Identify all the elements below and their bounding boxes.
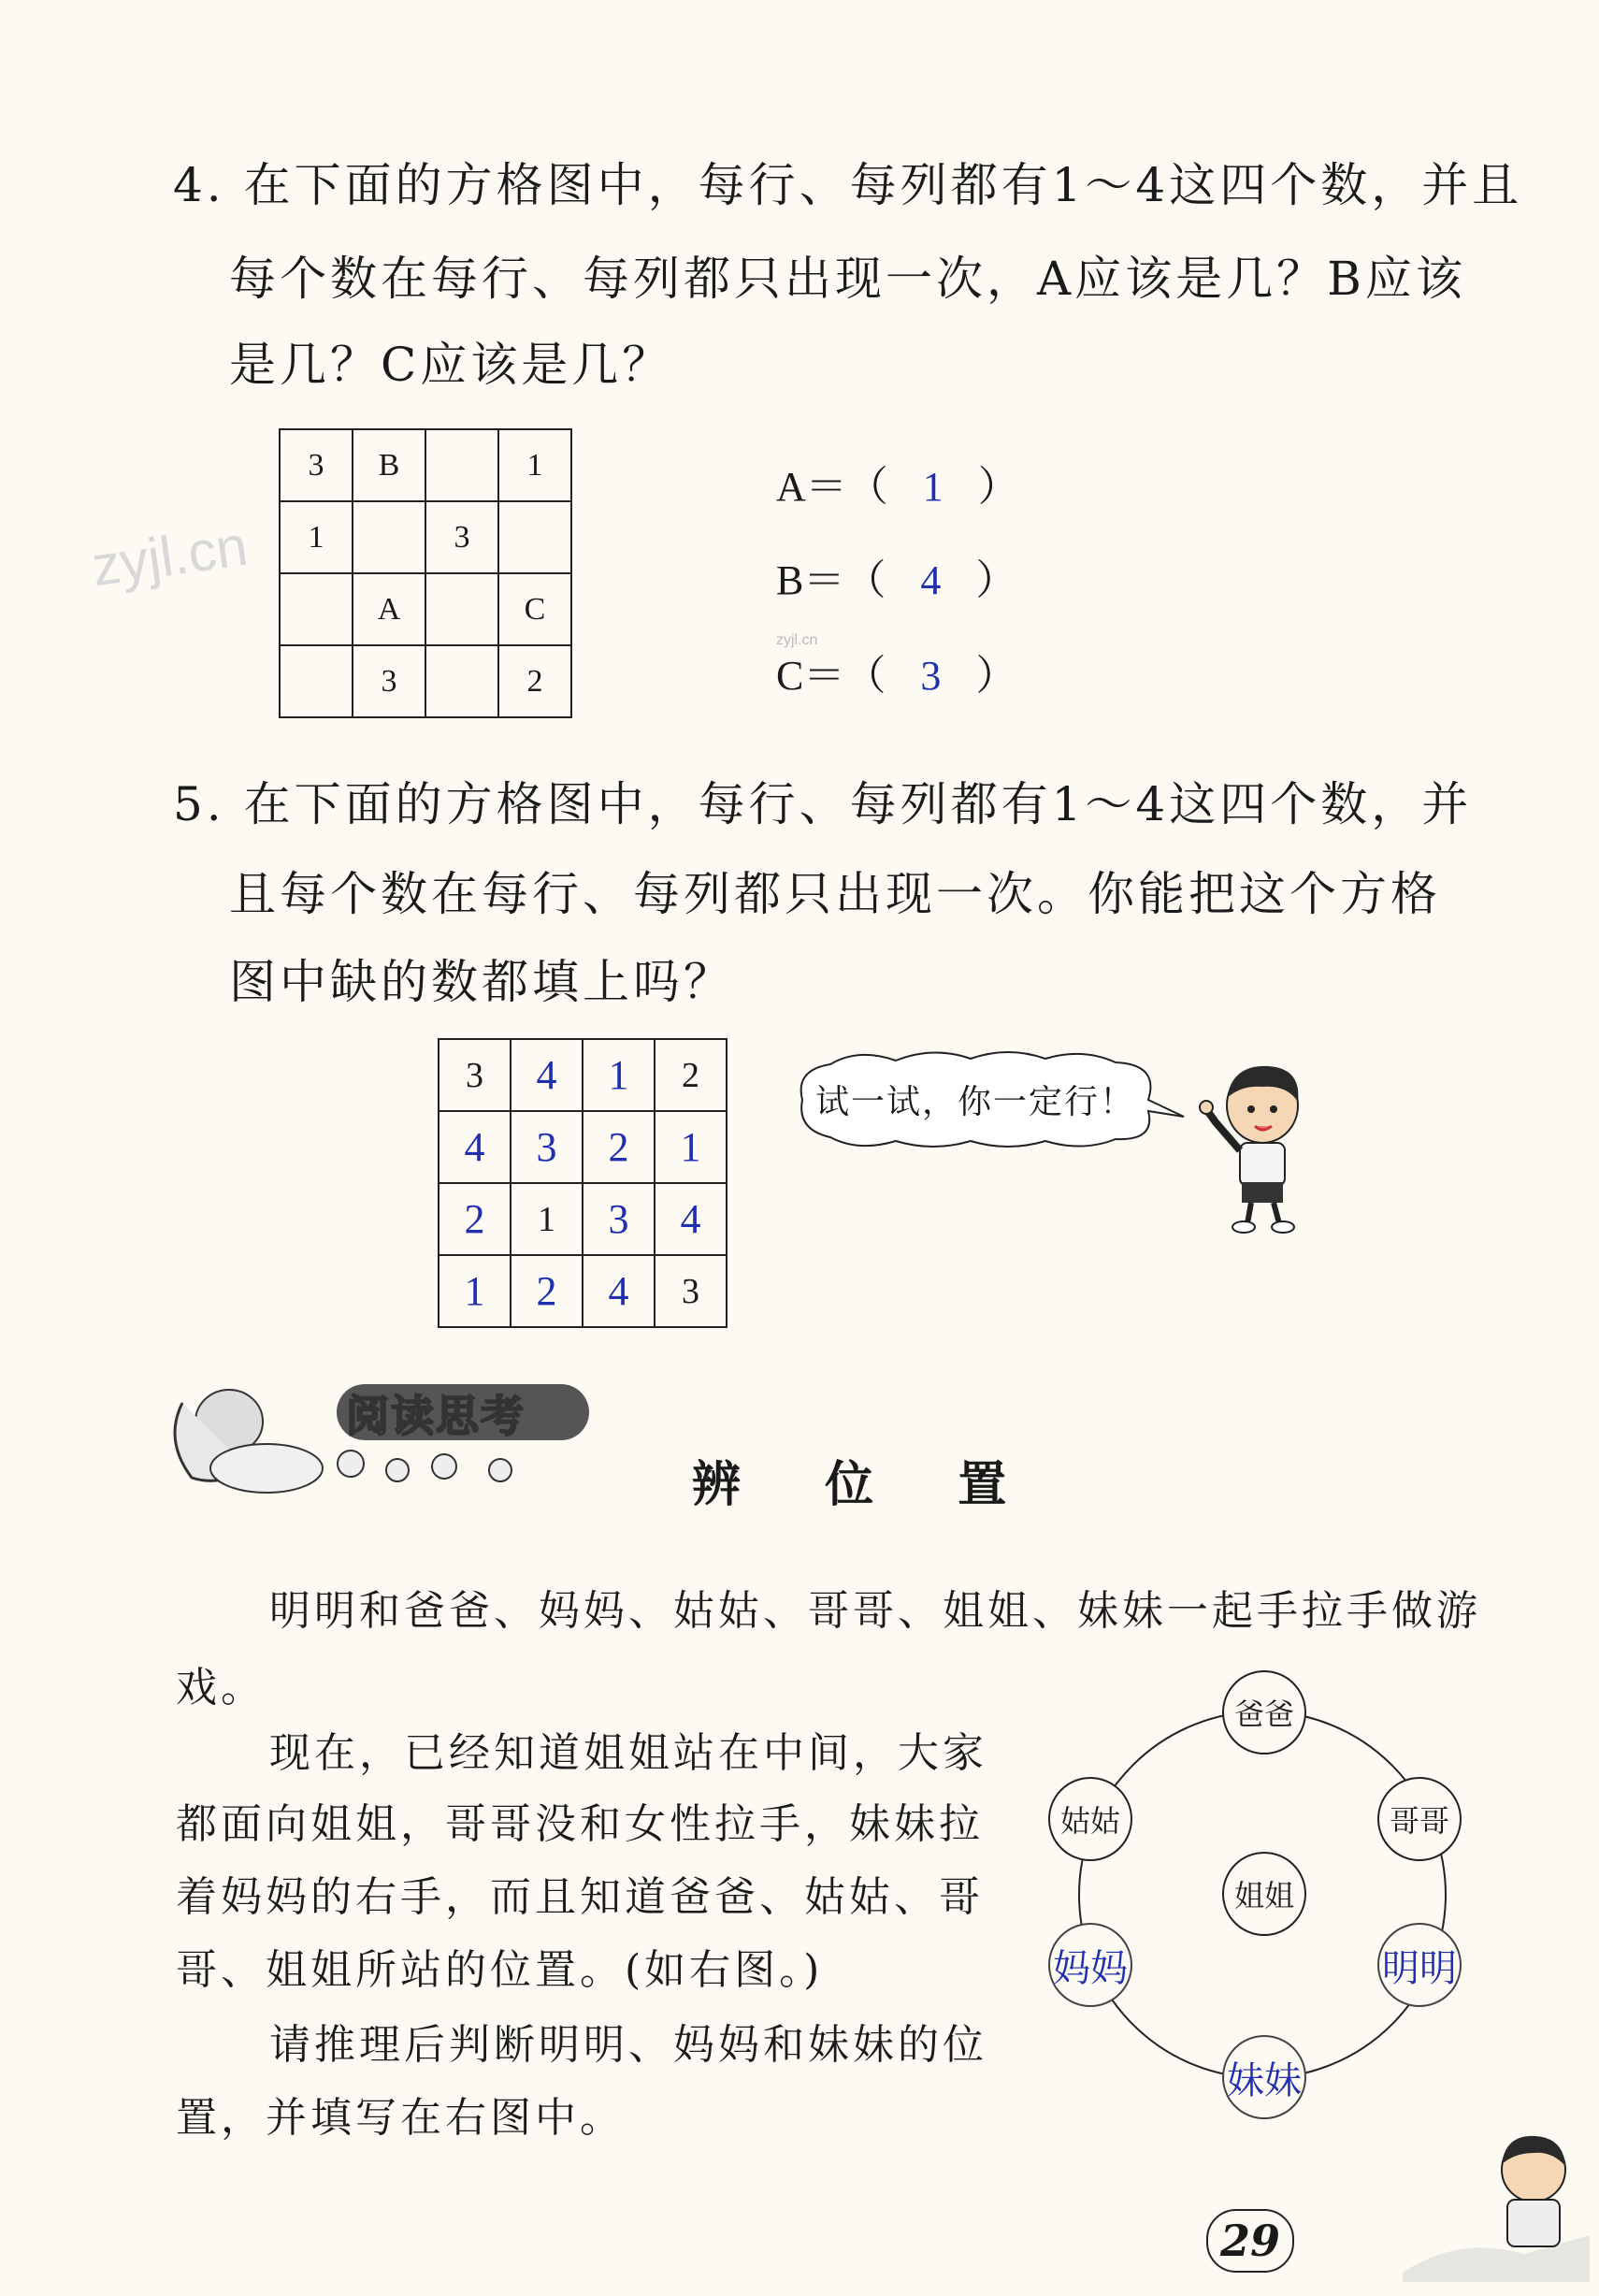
q5-given-cell: 3	[439, 1039, 511, 1111]
q5-filled-cell[interactable]: 4	[583, 1255, 655, 1327]
corner-boy-illustration	[1403, 2095, 1590, 2282]
q4-cell: 3	[280, 429, 353, 501]
q5-grid-row	[439, 1039, 727, 1111]
q4-cell: A	[353, 573, 425, 645]
q4-cell	[280, 645, 353, 717]
q5-filled-cell[interactable]: 4	[439, 1111, 511, 1183]
q4-grid-row	[280, 501, 571, 573]
q4-cell: B	[353, 429, 425, 501]
q4-cell: 1	[498, 429, 571, 501]
q4-cell	[425, 573, 498, 645]
q5-grid-row	[439, 1255, 727, 1327]
q4-cell	[280, 573, 353, 645]
node-top: 爸爸	[1222, 1670, 1306, 1754]
node-center: 姐姐	[1222, 1852, 1306, 1936]
q5-filled-cell[interactable]: 2	[583, 1111, 655, 1183]
node-upper-right: 哥哥	[1377, 1777, 1462, 1861]
q5-grid-row	[439, 1183, 727, 1255]
q4-line-1: 4. 在下面的方格图中，每行、每列都有1～4这四个数，并且	[173, 158, 1523, 212]
q4-grid	[279, 428, 572, 718]
q4-grid-row	[280, 429, 571, 501]
answer-a-label: A＝（	[776, 464, 888, 510]
answer-c-value[interactable]: 3	[920, 653, 942, 699]
q5-filled-cell[interactable]: 4	[511, 1039, 583, 1111]
q5-filled-cell[interactable]: 1	[439, 1255, 511, 1327]
section-title: 辨 位 置	[692, 1456, 1041, 1513]
answer-b-close: ）	[975, 557, 1017, 603]
answer-c	[776, 642, 1016, 701]
answer-a	[776, 453, 1019, 513]
paragraph-1b: 戏。	[176, 1664, 266, 1711]
q4-cell	[498, 501, 571, 573]
q4-cell	[425, 645, 498, 717]
paragraph-2c: 着妈妈的右手，而且知道爸爸、姑姑、哥	[176, 1873, 984, 1921]
reading-badge: 阅读思考	[346, 1391, 526, 1441]
q5-filled-cell[interactable]: 1	[655, 1111, 727, 1183]
q5-filled-cell[interactable]: 4	[655, 1183, 727, 1255]
q4-grid-row	[280, 645, 571, 717]
paragraph-2a: 现在，已经知道姐姐站在中间，大家	[269, 1729, 987, 1777]
boy-illustration	[1197, 1057, 1318, 1235]
bubble-text: 试一试，你一定行！	[815, 1083, 1136, 1121]
q4-cell: 3	[353, 645, 425, 717]
q5-line-2: 且每个数在每行、每列都只出现一次。你能把这个方格	[229, 867, 1441, 921]
q5-given-cell: 1	[511, 1183, 583, 1255]
q4-grid-row	[280, 573, 571, 645]
q5-grid	[438, 1038, 727, 1328]
q5-filled-cell[interactable]: 3	[583, 1183, 655, 1255]
q4-line-2: 每个数在每行、每列都只出现一次，A应该是几？B应该	[229, 252, 1466, 306]
watermark: zyjl.cn	[88, 513, 252, 599]
answer-a-close: ）	[977, 464, 1019, 510]
page-number: 29	[1206, 2209, 1294, 2273]
q4-cell	[425, 429, 498, 501]
position-diagram	[1038, 1674, 1505, 2104]
q4-line-3: 是几？C应该是几？	[229, 338, 673, 392]
q5-grid-row	[439, 1111, 727, 1183]
q5-filled-cell[interactable]: 3	[511, 1111, 583, 1183]
answer-c-close: ）	[975, 653, 1017, 699]
q5-filled-cell[interactable]: 2	[439, 1183, 511, 1255]
q5-filled-cell[interactable]: 2	[511, 1255, 583, 1327]
answer-b-label: B＝（	[776, 557, 886, 603]
answer-c-label: C＝（	[776, 653, 886, 699]
q5-line-1: 5. 在下面的方格图中，每行、每列都有1～4这四个数，并	[173, 777, 1473, 831]
q4-cell: 2	[498, 645, 571, 717]
q4-cell: 1	[280, 501, 353, 573]
q5-filled-cell[interactable]: 1	[583, 1039, 655, 1111]
paragraph-2b: 都面向姐姐，哥哥没和女性拉手，妹妹拉	[176, 1800, 984, 1848]
node-bottom[interactable]: 妹妹	[1222, 2035, 1306, 2119]
answer-a-value[interactable]: 1	[922, 464, 944, 510]
node-upper-left: 姑姑	[1048, 1777, 1132, 1861]
paragraph-1a: 明明和爸爸、妈妈、姑姑、哥哥、姐姐、妹妹一起手拉手做游	[269, 1587, 1481, 1635]
paragraph-2d: 哥、姐姐所站的位置。(如右图。)	[176, 1946, 824, 1994]
node-lower-left[interactable]: 妈妈	[1048, 1923, 1132, 2007]
answer-b	[776, 546, 1016, 606]
paragraph-3a: 请推理后判断明明、妈妈和妹妹的位	[269, 2021, 987, 2069]
node-lower-right[interactable]: 明明	[1377, 1923, 1462, 2007]
q5-line-3: 图中缺的数都填上吗？	[229, 955, 734, 1009]
q4-cell: 3	[425, 501, 498, 573]
q5-given-cell: 2	[655, 1039, 727, 1111]
answer-b-value[interactable]: 4	[920, 557, 942, 603]
q4-cell	[353, 501, 425, 573]
q5-given-cell: 3	[655, 1255, 727, 1327]
q4-cell: C	[498, 573, 571, 645]
watermark-small: zyjl.cn	[776, 632, 818, 648]
paragraph-3b: 置，并填写在右图中。	[176, 2094, 625, 2142]
